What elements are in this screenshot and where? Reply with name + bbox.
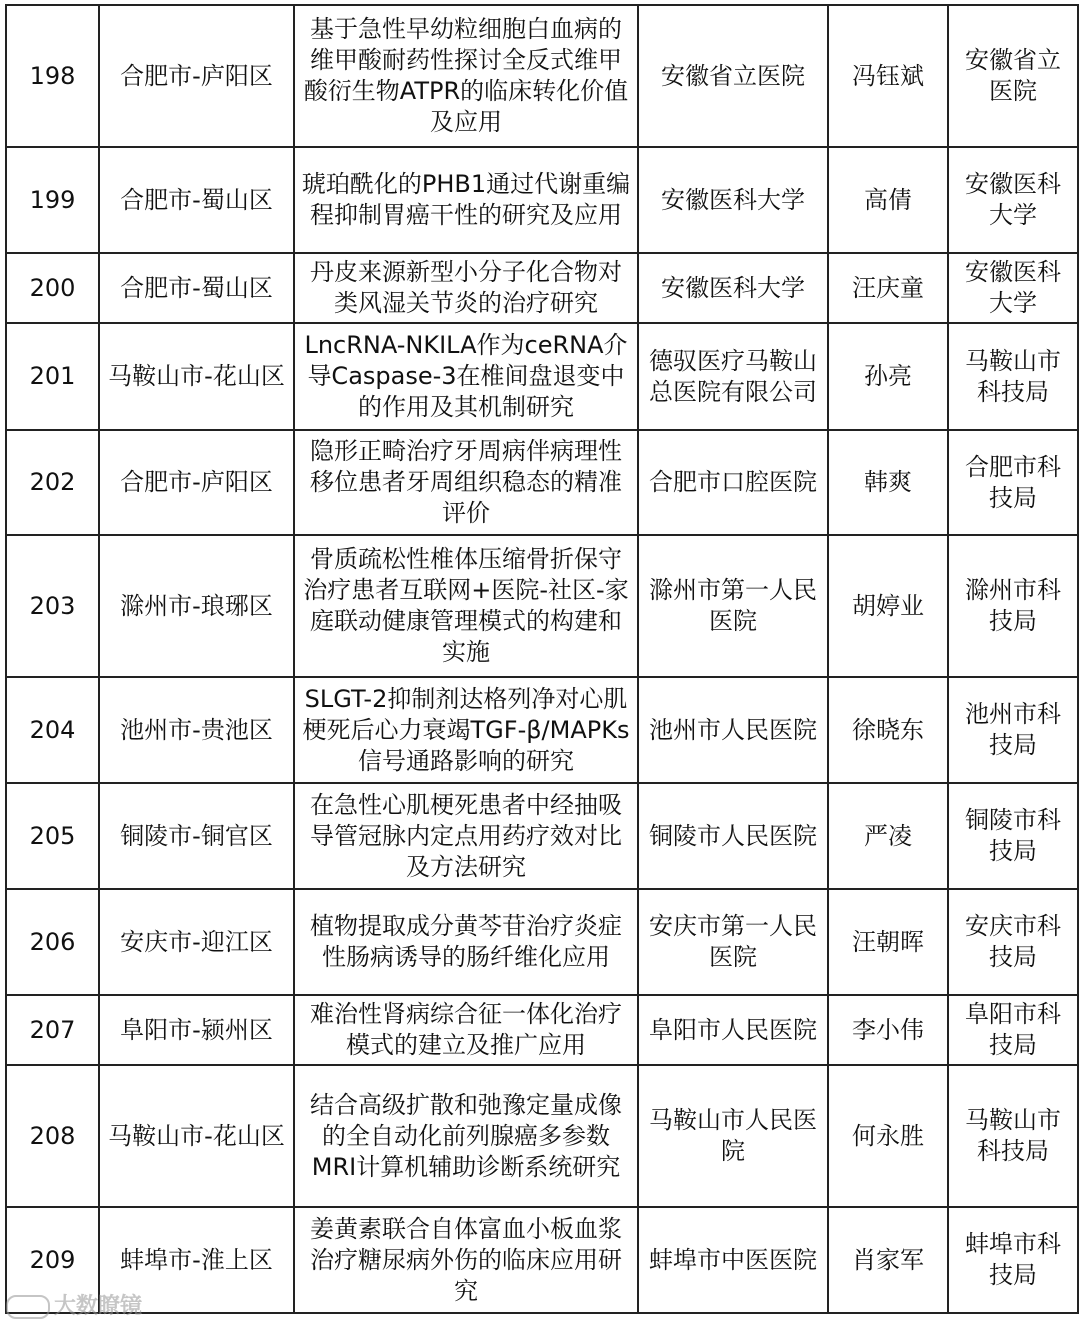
cell-unit: 阜阳市人民医院	[638, 995, 828, 1065]
table-row	[6, 253, 1078, 323]
cell-number: 205	[6, 783, 99, 889]
cell-unit: 安庆市第一人民医院	[638, 889, 828, 995]
cell-leader: 严凌	[828, 783, 948, 889]
cell-project-title: 在急性心肌梗死患者中经抽吸导管冠脉内定点用药疗效对比及方法研究	[294, 783, 638, 889]
cell-unit: 铜陵市人民医院	[638, 783, 828, 889]
table-row	[6, 995, 1078, 1065]
table-row	[6, 147, 1078, 253]
cell-unit: 安徽省立医院	[638, 5, 828, 147]
cell-leader: 高倩	[828, 147, 948, 253]
cell-number: 207	[6, 995, 99, 1065]
cell-recommender: 池州市科技局	[948, 677, 1078, 783]
cell-project-title: SLGT-2抑制剂达格列净对心肌梗死后心力衰竭TGF-β/MAPKs信号通路影响的研究	[294, 677, 638, 783]
cell-recommender: 安庆市科技局	[948, 889, 1078, 995]
cell-region: 合肥市-庐阳区	[99, 430, 294, 535]
cell-region: 阜阳市-颍州区	[99, 995, 294, 1065]
cell-project-title: 植物提取成分黄芩苷治疗炎症性肠病诱导的肠纤维化应用	[294, 889, 638, 995]
project-table	[5, 4, 1079, 1314]
cell-leader: 徐晓东	[828, 677, 948, 783]
watermark-logo-icon	[6, 1295, 50, 1319]
cell-region: 合肥市-蜀山区	[99, 147, 294, 253]
cell-recommender: 马鞍山市科技局	[948, 323, 1078, 430]
cell-leader: 何永胜	[828, 1065, 948, 1207]
cell-recommender: 安徽省立医院	[948, 5, 1078, 147]
cell-recommender: 阜阳市科技局	[948, 995, 1078, 1065]
cell-region: 马鞍山市-花山区	[99, 323, 294, 430]
cell-project-title: 难治性肾病综合征一体化治疗模式的建立及推广应用	[294, 995, 638, 1065]
cell-unit: 滁州市第一人民医院	[638, 535, 828, 677]
cell-region: 滁州市-琅琊区	[99, 535, 294, 677]
cell-recommender: 马鞍山市科技局	[948, 1065, 1078, 1207]
table-row	[6, 323, 1078, 430]
cell-number: 208	[6, 1065, 99, 1207]
cell-number: 203	[6, 535, 99, 677]
table-row	[6, 677, 1078, 783]
cell-unit: 安徽医科大学	[638, 253, 828, 323]
cell-leader: 胡婷业	[828, 535, 948, 677]
cell-leader: 肖家军	[828, 1207, 948, 1313]
cell-region: 安庆市-迎江区	[99, 889, 294, 995]
cell-recommender: 铜陵市科技局	[948, 783, 1078, 889]
table-row	[6, 889, 1078, 995]
cell-recommender: 合肥市科技局	[948, 430, 1078, 535]
watermark-text: 大数瞭镜	[54, 1294, 143, 1319]
table-row	[6, 430, 1078, 535]
cell-project-title: LncRNA-NKILA作为ceRNA介导Caspase-3在椎间盘退变中的作用及其机制研究	[294, 323, 638, 430]
cell-project-title: 姜黄素联合自体富血小板血浆治疗糖尿病外伤的临床应用研究	[294, 1207, 638, 1313]
cell-number: 202	[6, 430, 99, 535]
cell-number: 209	[6, 1207, 99, 1313]
cell-number: 200	[6, 253, 99, 323]
cell-recommender: 安徽医科大学	[948, 147, 1078, 253]
cell-number: 199	[6, 147, 99, 253]
cell-unit: 合肥市口腔医院	[638, 430, 828, 535]
table-row	[6, 783, 1078, 889]
cell-number: 204	[6, 677, 99, 783]
watermark	[6, 1289, 142, 1320]
cell-leader: 孙亮	[828, 323, 948, 430]
cell-region: 蚌埠市-淮上区	[99, 1207, 294, 1313]
cell-leader: 冯钰斌	[828, 5, 948, 147]
cell-leader: 汪庆童	[828, 253, 948, 323]
cell-number: 206	[6, 889, 99, 995]
cell-project-title: 琥珀酰化的PHB1通过代谢重编程抑制胃癌干性的研究及应用	[294, 147, 638, 253]
cell-leader: 韩爽	[828, 430, 948, 535]
table-row	[6, 1207, 1078, 1313]
cell-region: 马鞍山市-花山区	[99, 1065, 294, 1207]
table-row	[6, 535, 1078, 677]
cell-leader: 李小伟	[828, 995, 948, 1065]
cell-region: 池州市-贵池区	[99, 677, 294, 783]
cell-recommender: 滁州市科技局	[948, 535, 1078, 677]
cell-number: 201	[6, 323, 99, 430]
cell-project-title: 基于急性早幼粒细胞白血病的维甲酸耐药性探讨全反式维甲酸衍生物ATPR的临床转化价值及应用	[294, 5, 638, 147]
cell-unit: 池州市人民医院	[638, 677, 828, 783]
cell-project-title: 骨质疏松性椎体压缩骨折保守治疗患者互联网+医院-社区-家庭联动健康管理模式的构建和实施	[294, 535, 638, 677]
cell-project-title: 结合高级扩散和弛豫定量成像的全自动化前列腺癌多参数MRI计算机辅助诊断系统研究	[294, 1065, 638, 1207]
cell-unit: 德驭医疗马鞍山总医院有限公司	[638, 323, 828, 430]
cell-leader: 汪朝晖	[828, 889, 948, 995]
table-row	[6, 1065, 1078, 1207]
cell-unit: 蚌埠市中医医院	[638, 1207, 828, 1313]
cell-unit: 安徽医科大学	[638, 147, 828, 253]
cell-unit: 马鞍山市人民医院	[638, 1065, 828, 1207]
cell-region: 合肥市-庐阳区	[99, 5, 294, 147]
cell-project-title: 隐形正畸治疗牙周病伴病理性移位患者牙周组织稳态的精准评价	[294, 430, 638, 535]
cell-recommender: 蚌埠市科技局	[948, 1207, 1078, 1313]
cell-region: 合肥市-蜀山区	[99, 253, 294, 323]
cell-number: 198	[6, 5, 99, 147]
table-body	[6, 5, 1078, 1313]
table-row	[6, 5, 1078, 147]
cell-project-title: 丹皮来源新型小分子化合物对类风湿关节炎的治疗研究	[294, 253, 638, 323]
cell-region: 铜陵市-铜官区	[99, 783, 294, 889]
cell-recommender: 安徽医科大学	[948, 253, 1078, 323]
